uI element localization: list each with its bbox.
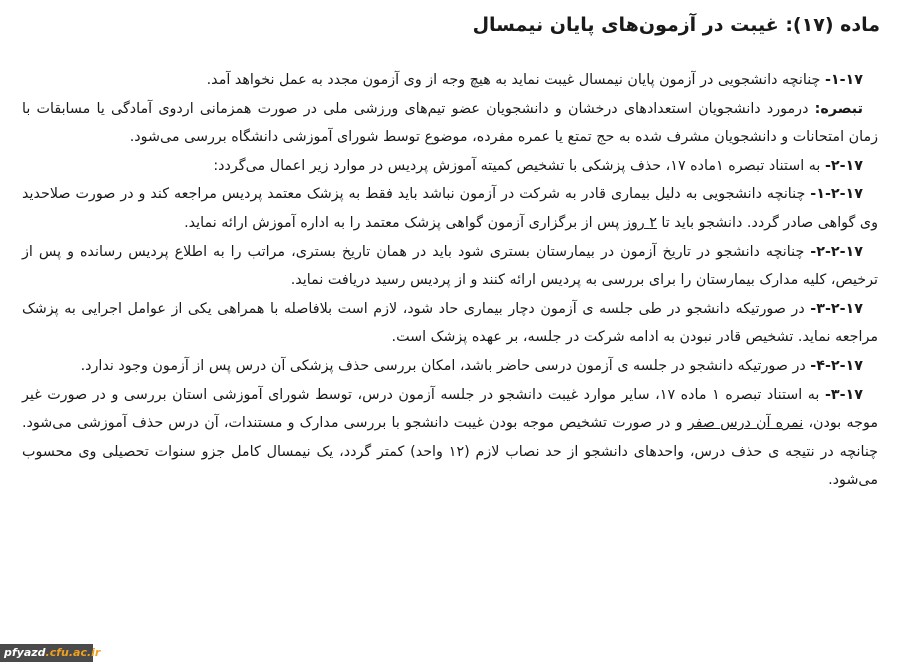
clause-text: درمورد دانشجویان استعدادهای درخشان و دانشجویان عضو تیم‌های ورزشی ملی در صورت همزمانی اردوی آمادگی یا مسابقات با زمان امتحانات و دانشجویان مشرف شده به حج تمتع یا عمره مفرده، موضوع توسط شورای آموزشی دانشگاه بررسی می‌شود. <box>22 100 878 146</box>
clause-text: در صورتیکه دانشجو در طی جلسه ی آزمون دچار بیماری حاد شود، لازم است بلافاصله با همراهی یکی از عوامل اجرایی به پزشک مراجعه نماید. تشخیص قادر نبودن به ادامه شرکت در جلسه، بر عهده پزشک است. <box>22 300 878 346</box>
site-watermark <box>0 644 101 662</box>
underlined-zero-grade: نمره آن درس صفر <box>687 415 804 432</box>
clause-number: ۲-۱۷- <box>824 157 863 174</box>
note-clause <box>22 95 878 152</box>
clause-text: پس از برگزاری آزمون گواهی پزشک معتمد را به اداره آموزش ارائه نماید. <box>184 214 624 231</box>
clause-17-2-2 <box>22 238 878 295</box>
clause-text: چنانچه دانشجویی به دلیل بیماری قادر به شرکت در آزمون نباشد باید فقط به پزشک معتمد پردیس مراجعه کند و در صورت صلاحدید وی گواهی صادر گردد. دانشجو باید تا <box>22 186 878 231</box>
clause-text: به استناد تبصره ۱ماده ۱۷، حذف پزشکی با تشخیص کمیته آموزش پردیس در موارد زیر اعمال می‌گردد: <box>213 157 825 174</box>
clause-17-2-1 <box>22 180 878 237</box>
clause-text: و در صورت تشخیص موجه بودن غیبت دانشجو با بررسی مدارک و مستندات، آن درس حذف آموزشی می‌شود. چنانچه در نتیجه ی حذف درس، واحدهای دانشجو از حد نصاب لازم (۱۲ واحد) کمتر گردد، یک نیمسال کامل جزو سنوات تحصیلی وی محسوب می‌شود. <box>22 415 878 489</box>
clause-number: ۳-۲-۱۷- <box>810 300 863 317</box>
clause-17-3 <box>22 381 878 495</box>
clause-text: چنانچه دانشجویی در آزمون پایان نیمسال غیبت نماید به هیچ وجه از وی آزمون مجدد به عمل نخواهد آمد. <box>206 72 825 88</box>
clause-17-2-4 <box>22 352 878 381</box>
article-title-text: ماده (۱۷): غیبت در آزمون‌های پایان نیمسال <box>472 14 880 36</box>
clause-text: به استناد تبصره ۱ ماده ۱۷، سایر موارد غیبت دانشجو در جلسه آزمون درس، توسط شورای آموزشی استان بررسی و در صورت غیر موجه بودن، <box>22 386 878 432</box>
clause-17-1 <box>22 66 878 95</box>
clause-number: ۱-۱۷- <box>824 72 863 88</box>
clause-text: چنانچه دانشجو در تاریخ آزمون در بیمارستان بستری شود باید در همان تاریخ بستری، مراتب را به اطلاع پردیس رسانده و پس از ترخیص، کلیه مدارک بیمارستان را برای بررسی به پردیس ارائه کنند و از پردیس رسید دریافت نماید. <box>22 243 878 289</box>
clause-17-2-3 <box>22 295 878 352</box>
clause-text: در صورتیکه دانشجو در جلسه ی آزمون درسی حاضر باشد، امکان بررسی حذف پزشکی آن درس پس از آزمون وجود ندارد. <box>80 357 811 374</box>
clause-number: ۳-۱۷- <box>824 386 863 403</box>
note-label: تبصره: <box>814 100 863 117</box>
clause-number: ۱-۲-۱۷- <box>810 186 863 203</box>
clause-number: ۲-۲-۱۷- <box>810 243 863 260</box>
article-title <box>20 10 880 40</box>
clause-17-2 <box>22 152 878 181</box>
underlined-deadline: ۲ روز <box>623 214 657 231</box>
article-body <box>22 66 878 495</box>
watermark-part1: pfyazd <box>4 646 46 659</box>
clause-number: ۴-۲-۱۷- <box>810 357 863 374</box>
watermark-part2: .cfu.ac.ir <box>45 646 101 659</box>
